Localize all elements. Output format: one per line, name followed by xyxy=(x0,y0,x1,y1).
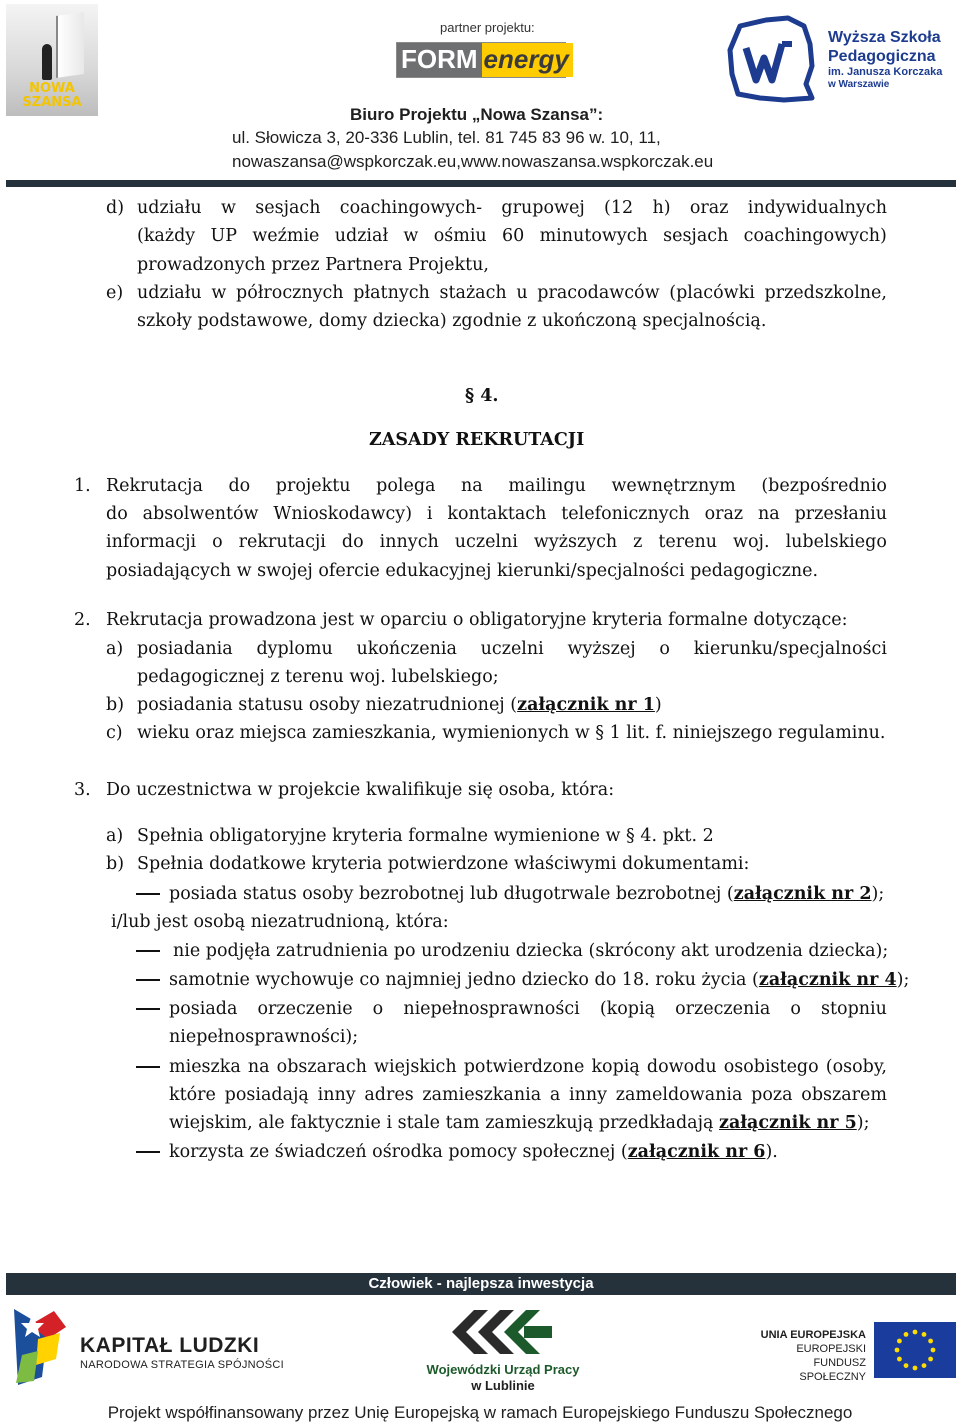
word: na xyxy=(461,476,483,496)
word: w xyxy=(220,198,236,218)
word: (bezpośrednio xyxy=(761,476,887,496)
word: u xyxy=(516,283,528,303)
word: osobistego xyxy=(723,1057,819,1077)
word: zameldowania xyxy=(615,1085,743,1105)
word: orzeczenia xyxy=(675,999,771,1019)
eu-star-icon xyxy=(922,1332,927,1337)
word: i xyxy=(426,504,433,524)
word: sesjach xyxy=(255,198,321,218)
p3-b-text: Spełnia dodatkowe kryteria potwierdzone właściwymi dokumentami: xyxy=(137,854,750,874)
word: orzeczenie xyxy=(257,999,353,1019)
word: zamieszkania xyxy=(422,1085,542,1105)
p2-c-text: wieku oraz miejsca zamieszkania, wymienionych w § 1 lit. f. niniejszego regulaminu. xyxy=(137,723,886,743)
office-title: Biuro Projektu „Nowa Szansa”: xyxy=(350,105,604,124)
kapital-ludzki-logo xyxy=(8,1305,70,1389)
university-line-3: im. Janusza Korczaka xyxy=(828,66,943,78)
word: inny xyxy=(569,1085,608,1105)
wup-line-2: w Lublinie xyxy=(471,1378,535,1393)
word: minutowych xyxy=(539,226,648,246)
bullet-1-end: ); xyxy=(871,884,885,904)
partner-label: partner projektu: xyxy=(440,20,535,35)
word: (kopią xyxy=(599,999,656,1019)
word: w xyxy=(403,226,419,246)
word: udziału xyxy=(137,283,202,303)
p2-intro: Rekrutacja prowadzona jest w oparciu o obligatoryjne kryteria formalne dotyczące: xyxy=(106,610,848,630)
word: uczelni xyxy=(480,639,544,659)
eu-star-icon xyxy=(904,1332,909,1337)
p1-line-4: posiadających w swojej ofercie edukacyjnej kierunki/specjalności pedagogiczne. xyxy=(106,561,819,581)
word: o xyxy=(659,639,670,659)
formenergy-logo-energy: energy xyxy=(482,43,573,77)
word: informacji xyxy=(106,532,197,552)
eu-flag-icon xyxy=(874,1322,956,1378)
word: wewnętrznym xyxy=(611,476,736,496)
formenergy-logo xyxy=(396,42,569,78)
word: do xyxy=(106,504,128,524)
word: obszarem xyxy=(801,1085,887,1105)
bullet-1-text: posiada status osoby bezrobotnej lub długotrwale bezrobotnej ( xyxy=(169,884,734,904)
eu-star-icon xyxy=(904,1363,909,1368)
attachment-6-link[interactable]: załącznik nr 6 xyxy=(627,1142,766,1162)
wup-line-1: Wojewódzki Urząd Pracy xyxy=(426,1362,580,1377)
word: płatnych xyxy=(353,283,430,303)
p1-line-1 xyxy=(106,472,887,501)
word: Wnioskodawcy) xyxy=(273,504,413,524)
word: oraz xyxy=(704,504,744,524)
word: do xyxy=(341,532,364,552)
bullet-5-line-2 xyxy=(169,1081,887,1110)
item-d-line-1 xyxy=(137,194,887,223)
p2-b-end: ) xyxy=(654,695,662,715)
bullet-5-line-3 xyxy=(169,1109,870,1138)
p2-b-line xyxy=(137,691,662,720)
eu-star-icon xyxy=(913,1366,918,1371)
word: przedszkolne, xyxy=(764,283,887,303)
word: weźmie xyxy=(252,226,320,246)
bullet-2: nie podjęła zatrudnienia po urodzeniu dziecka (skrócony akt urodzenia dziecka); xyxy=(173,941,889,961)
attachment-2-link[interactable]: załącznik nr 2 xyxy=(733,884,872,904)
word: posiadają xyxy=(224,1085,309,1105)
formenergy-logo-form: FORM xyxy=(397,43,482,77)
p2-b-text: posiadania statusu osoby niezatrudnionej ( xyxy=(137,695,518,715)
footer-slogan-bar: Człowiek - najlepsza inwestycja xyxy=(6,1273,956,1295)
word: kierunku/specjalności xyxy=(693,639,887,659)
attachment-1-link[interactable]: załącznik nr 1 xyxy=(517,695,655,715)
paragraph-marker: 2. xyxy=(74,610,91,630)
wup-arrows-logo xyxy=(444,1302,554,1358)
wup-name xyxy=(418,1362,588,1394)
bullet-4-line-1 xyxy=(169,995,887,1024)
word: oraz xyxy=(689,198,729,218)
word: posiada xyxy=(169,999,238,1019)
word: (placówki xyxy=(669,283,755,303)
door-graphic xyxy=(56,12,84,78)
item-d-line-3: prowadzonych przez Partnera Projektu, xyxy=(137,255,489,275)
item-e-line-1 xyxy=(137,279,887,308)
p3-a-text: Spełnia obligatoryjne kryteria formalne wymienione w § 4. pkt. 2 xyxy=(137,826,714,846)
bullet-6-end: ). xyxy=(765,1142,778,1162)
office-contact: nowaszansa@wspkorczak.eu,www.nowaszansa.wspkorczak.eu xyxy=(232,152,714,171)
word: przesłaniu xyxy=(794,504,887,524)
word: w xyxy=(211,283,227,303)
word: inny xyxy=(317,1085,356,1105)
dash-bullet-icon xyxy=(136,1066,160,1068)
word: coachingowych- xyxy=(339,198,483,218)
bullet-3-text: samotnie wychowuje co najmniej jedno dziecko do 18. roku życia ( xyxy=(169,970,759,990)
word: na xyxy=(758,504,780,524)
university-line-4: w Warszawie xyxy=(828,79,890,90)
section-title: ZASADY REKRUTACJI xyxy=(369,430,585,450)
eu-star-icon xyxy=(913,1330,918,1335)
dash-bullet-icon xyxy=(136,979,160,981)
dash-bullet-icon xyxy=(136,1008,160,1010)
word: Rekrutacja xyxy=(106,476,203,496)
header-divider xyxy=(6,180,956,187)
kapital-ludzki-text xyxy=(80,1334,284,1372)
word: polega xyxy=(376,476,436,496)
dash-bullet-icon xyxy=(136,893,160,895)
word: posiadania xyxy=(137,639,233,659)
university-line-1: Wyższa Szkoła xyxy=(828,29,941,46)
word: uczelni xyxy=(454,532,518,552)
word: półrocznych xyxy=(236,283,344,303)
word: terenu xyxy=(658,532,718,552)
eu-text xyxy=(752,1328,866,1384)
eu-star-icon xyxy=(922,1363,927,1368)
eu-star-icon xyxy=(931,1348,936,1353)
funding-statement: Projekt współfinansowany przez Unię Europejską w ramach Europejskiego Funduszu Społecznego xyxy=(107,1403,853,1422)
eu-star-icon xyxy=(895,1348,900,1353)
p2-a-line-1 xyxy=(137,635,887,664)
word: absolwentów xyxy=(142,504,259,524)
word: sesjach xyxy=(663,226,729,246)
word: projektu xyxy=(275,476,351,496)
project-office-block xyxy=(232,104,732,174)
word: z xyxy=(633,532,643,552)
word: woj. xyxy=(733,532,770,552)
bullet-4-line-2: niepełnosprawności); xyxy=(169,1027,359,1047)
word: niepełnosprawności xyxy=(403,999,580,1019)
word: stopniu xyxy=(821,999,887,1019)
word: dowodu xyxy=(646,1057,717,1077)
section-number: § 4. xyxy=(465,386,499,406)
kapital-ludzki-title: KAPITAŁ LUDZKI xyxy=(80,1334,260,1357)
eu-star-icon xyxy=(897,1357,902,1362)
word: mailingu xyxy=(508,476,586,496)
eu-line-3: FUNDUSZ SPOŁECZNY xyxy=(799,1357,866,1383)
word: kopią xyxy=(591,1057,640,1077)
word: wiejskich xyxy=(374,1057,457,1077)
word: h) xyxy=(652,198,671,218)
word: indywidualnych xyxy=(747,198,887,218)
word: (każdy xyxy=(137,226,196,246)
word: wyższej xyxy=(567,639,636,659)
paragraph-marker: 1. xyxy=(74,476,91,496)
word: mieszka xyxy=(169,1057,241,1077)
dash-bullet-icon xyxy=(136,950,160,952)
item-marker: a) xyxy=(106,826,124,846)
or-line: i/lub jest osobą niezatrudnioną, która: xyxy=(111,912,449,932)
word: udział xyxy=(334,226,389,246)
word: ukończenia xyxy=(356,639,457,659)
bullet-1 xyxy=(169,880,884,909)
p1-line-3 xyxy=(106,528,887,557)
bullet-3 xyxy=(169,966,909,995)
item-marker: a) xyxy=(106,639,124,659)
kapital-ludzki-subtitle: NARODOWA STRATEGIA SPÓJNOŚCI xyxy=(80,1359,284,1371)
word: adres xyxy=(364,1085,414,1105)
word: telefonicznych xyxy=(561,504,690,524)
word: poza xyxy=(751,1085,793,1105)
attachment-5-link[interactable]: załącznik nr 5 xyxy=(719,1113,857,1133)
paragraph-marker: 3. xyxy=(74,780,91,800)
word: wyższych xyxy=(533,532,618,552)
word: dyplomu xyxy=(256,639,333,659)
word: 60 xyxy=(501,226,525,246)
word: a xyxy=(549,1085,561,1105)
word: lubelskiego xyxy=(785,532,887,552)
word: UP xyxy=(210,226,238,246)
nowa-szansa-logo-text: NOWA SZANSA xyxy=(22,81,82,110)
dash-bullet-icon xyxy=(136,1151,160,1153)
word: rekrutacji xyxy=(238,532,326,552)
word: innych xyxy=(379,532,439,552)
word: potwierdzone xyxy=(463,1057,585,1077)
p1-line-2 xyxy=(106,500,887,529)
university-line-2: Pedagogiczna xyxy=(828,48,936,65)
eu-star-icon xyxy=(928,1357,933,1362)
bullet-5-line-3-end: ); xyxy=(856,1113,870,1133)
word: grupowej xyxy=(501,198,585,218)
person-silhouette-icon xyxy=(42,44,52,80)
nowa-szansa-logo xyxy=(6,4,98,116)
item-marker: c) xyxy=(106,723,123,743)
word: coachingowych) xyxy=(743,226,887,246)
eu-line-2: EUROPEJSKI xyxy=(796,1343,866,1355)
word: pracodawców xyxy=(537,283,660,303)
word: na xyxy=(247,1057,270,1077)
bullet-6-text: korzysta ze świadczeń ośrodka pomocy społecznej ( xyxy=(169,1142,628,1162)
p2-a-line-2: pedagogicznej z terenu woj. lubelskiego; xyxy=(137,667,499,687)
attachment-4-link[interactable]: załącznik nr 4 xyxy=(758,970,897,990)
word: do xyxy=(228,476,251,496)
item-marker: b) xyxy=(106,695,125,715)
letterhead xyxy=(0,0,960,190)
item-marker: d) xyxy=(106,198,125,218)
item-marker: b) xyxy=(106,854,125,874)
p3-intro: Do uczestnictwa w projekcie kwalifikuje się osoba, która: xyxy=(106,780,615,800)
university-name xyxy=(828,28,942,91)
word: udziału xyxy=(137,198,202,218)
item-e-line-2: szkoły podstawowe, domy dziecka) zgodnie z ukończoną specjalnością. xyxy=(137,311,767,331)
word: o xyxy=(790,999,801,1019)
office-address: ul. Słowicza 3, 20-336 Lublin, tel. 81 745 83 96 w. 10, 11, xyxy=(232,128,661,147)
word: (osoby, xyxy=(825,1057,887,1077)
word: o xyxy=(212,532,223,552)
word: kontaktach xyxy=(447,504,547,524)
bullet-5-line-3-text: wiejskim, ale faktycznie i stale tam zamieszkują przedkładają xyxy=(169,1113,720,1133)
word: obszarach xyxy=(276,1057,367,1077)
word: (12 xyxy=(604,198,634,218)
word: o xyxy=(372,999,384,1019)
bullet-3-end: ); xyxy=(896,970,910,990)
word: stażach xyxy=(439,283,507,303)
eu-line-1: UNIA EUROPEJSKA xyxy=(760,1329,866,1341)
word: które xyxy=(169,1085,216,1105)
bullet-5-line-1 xyxy=(169,1053,887,1082)
eu-star-icon xyxy=(897,1339,902,1344)
item-d-line-2 xyxy=(137,222,887,251)
eu-star-icon xyxy=(928,1339,933,1344)
wsp-poland-map-logo xyxy=(726,14,816,104)
word: ośmiu xyxy=(433,226,487,246)
bullet-6 xyxy=(169,1138,778,1167)
item-marker: e) xyxy=(106,283,124,303)
